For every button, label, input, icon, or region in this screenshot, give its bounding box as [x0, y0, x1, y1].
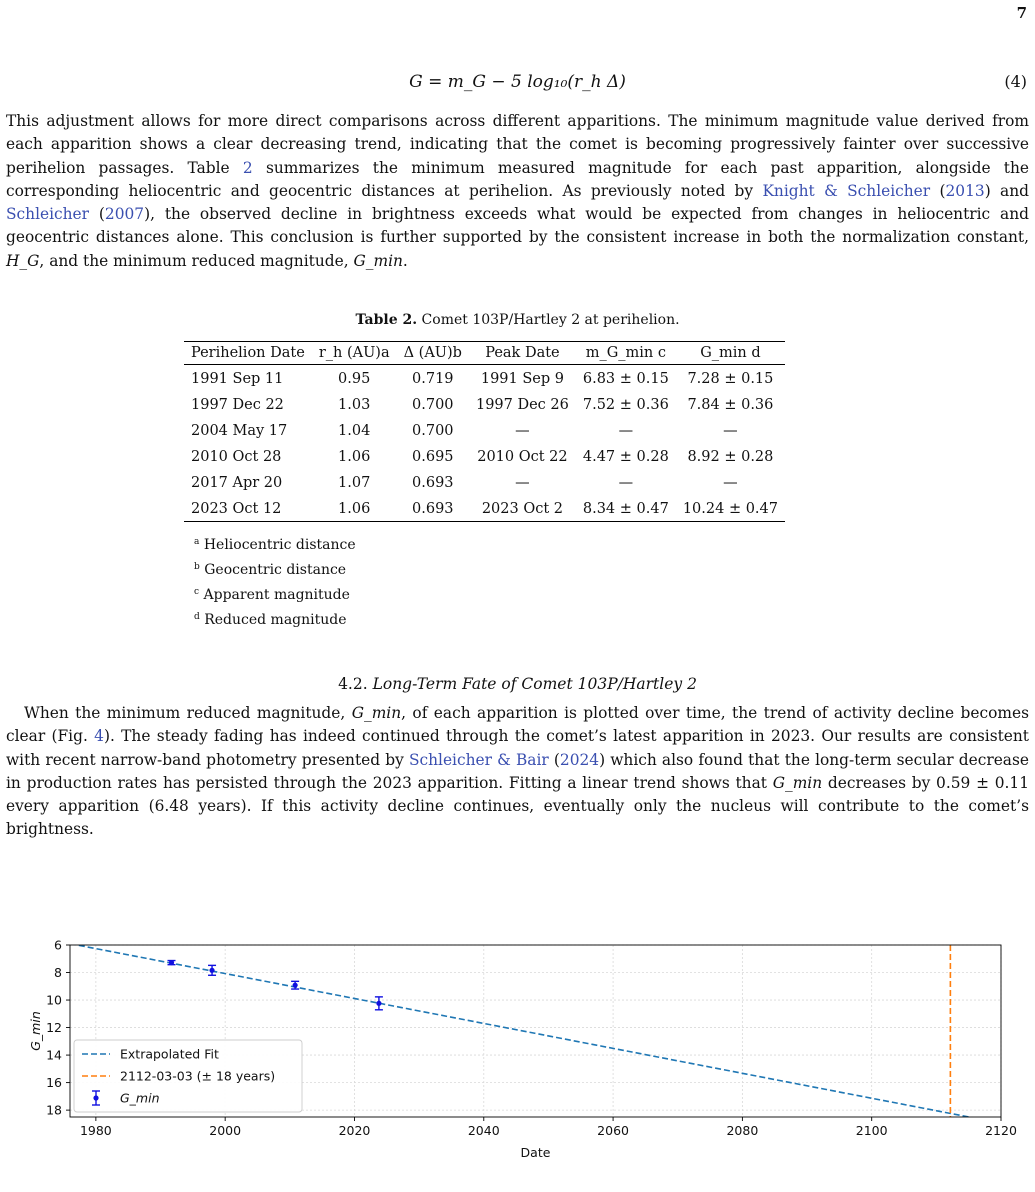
section-number: 4.2. — [338, 675, 368, 693]
note-mark: b — [194, 562, 200, 572]
table-cell: 0.700 — [412, 422, 454, 439]
citation-year-2024[interactable]: 2024 — [559, 750, 600, 769]
text-run: . — [402, 251, 408, 270]
note-text: Heliocentric distance — [203, 537, 356, 553]
table-cell: 1.06 — [338, 448, 371, 465]
table-note — [194, 581, 356, 606]
note-mark: d — [194, 612, 200, 622]
table-cell: — — [723, 474, 738, 491]
table-cell: — — [618, 422, 634, 439]
legend-label: 2112-03-03 (± 18 years) — [120, 1068, 276, 1084]
column-header: r_h (AU)a — [312, 342, 397, 365]
text-run: ( — [89, 205, 105, 224]
table-reference-link[interactable]: 2 — [242, 158, 253, 177]
section-title: Long-Term Fate of Comet 103P/Hartley 2 — [372, 675, 697, 693]
table-cell: 7.28 ± 0.15 — [687, 370, 774, 387]
page-number: 7 — [1016, 4, 1027, 22]
x-tick-label: 2040 — [467, 1123, 500, 1138]
table-row — [184, 417, 785, 443]
table-row — [184, 391, 785, 417]
table-cell: 2023 Oct 12 — [184, 495, 312, 522]
gmin-point — [209, 968, 214, 973]
y-tick-label: 8 — [54, 965, 62, 981]
citation-year-2013[interactable]: 2013 — [945, 181, 985, 200]
text-run: ), the observed decline in brightness exceeds what would be expected from changes in heliocentric and geocentric distances alone. This conclusion is further supported by the consistent increase in both the normalization constant, — [6, 205, 1029, 247]
perihelion-table — [184, 341, 785, 522]
column-header: Δ (AU)b — [397, 342, 469, 365]
table-cell: 1991 Sep 9 — [480, 370, 564, 387]
math-gmin: G_min — [351, 704, 402, 722]
column-header: Perihelion Date — [184, 342, 312, 365]
text-run: This adjustment allows for more direct comparisons across different apparitions. The minimum magnitude value derived from each apparition shows a clear decreasing trend, indicating that the comet is becoming progressively fainter over successive perihelion passages. Table — [6, 112, 1029, 177]
table-cell: 0.719 — [412, 370, 454, 387]
table-cell: 2017 Apr 20 — [191, 474, 283, 491]
paragraph-adjustment — [6, 110, 1029, 273]
table-cell: — — [515, 422, 530, 439]
table-cell: 1.03 — [338, 396, 371, 413]
gmin-point — [169, 960, 174, 965]
table-cell: 1.07 — [338, 474, 371, 491]
text-run: When the minimum reduced magnitude, — [24, 704, 352, 722]
x-tick-label: 2000 — [209, 1123, 242, 1138]
table-cell: 1.04 — [338, 422, 371, 439]
table-cell: 2023 Oct 2 — [469, 495, 576, 522]
table-cell: 1991 Sep 11 — [191, 370, 284, 387]
x-tick-label: 2080 — [726, 1123, 759, 1138]
x-tick-label: 2100 — [855, 1123, 888, 1138]
column-header: Peak Date — [469, 342, 576, 365]
gmin-point — [376, 1001, 381, 1006]
equation-block — [0, 72, 1035, 98]
table-notes — [194, 531, 356, 631]
text-run: decreases by 0.59 ± 0.11 every apparition (6.48 years). If this activity decline continues, eventually only the nucleus will contribute to the comet’s brightness. — [6, 773, 1029, 839]
table-cell: 2010 Oct 28 — [191, 448, 282, 465]
table-cell: 0.693 — [412, 474, 454, 491]
table-cell: 1.06 — [312, 495, 397, 522]
table-cell: 4.47 ± 0.28 — [582, 448, 669, 465]
x-tick-label: 2120 — [985, 1123, 1017, 1138]
table-cell: 0.700 — [412, 396, 454, 413]
legend-label: G_min — [120, 1090, 160, 1106]
column-header: m_G_min c — [576, 342, 676, 365]
equation-number: (4) — [1004, 72, 1027, 91]
math-hg: H_G — [6, 251, 40, 270]
table-cell: 8.92 ± 0.28 — [687, 448, 774, 465]
table-caption-text: Comet 103P/Hartley 2 at perihelion. — [417, 312, 680, 328]
note-text: Geocentric distance — [204, 562, 347, 578]
y-tick-label: 14 — [46, 1047, 62, 1063]
y-tick-label: 6 — [54, 937, 62, 953]
table-cell: 0.95 — [338, 370, 371, 387]
y-tick-label: 16 — [46, 1075, 62, 1091]
y-tick-label: 10 — [46, 992, 62, 1008]
math-gmin: G_min — [353, 251, 403, 270]
table-cell: 7.52 ± 0.36 — [582, 396, 669, 413]
table-caption — [0, 312, 1035, 328]
table-cell: 7.84 ± 0.36 — [687, 396, 774, 413]
table-note — [194, 606, 356, 631]
text-run: ). The steady fading has indeed continued through the comet’s latest apparition in 2023. Our results are consistent with recent narrow-band photometry presented by — [6, 727, 1029, 769]
table-header-row — [184, 342, 785, 365]
note-mark: c — [194, 587, 200, 597]
table-row — [184, 443, 785, 469]
y-axis-label: G_min — [28, 1011, 43, 1051]
text-run: ( — [930, 181, 946, 200]
citation-schleicher-bair[interactable]: Schleicher & Bair — [408, 750, 549, 769]
legend-label: Extrapolated Fit — [120, 1046, 219, 1062]
y-tick-label: 18 — [46, 1102, 62, 1118]
note-text: Reduced magnitude — [204, 612, 347, 628]
gmin-point — [293, 983, 298, 988]
x-tick-label: 2060 — [597, 1123, 629, 1138]
table-note — [194, 531, 356, 556]
citation-knight-schleicher[interactable]: Knight & Schleicher — [762, 181, 931, 200]
table-row — [184, 469, 785, 495]
math-gmin: G_min — [772, 773, 823, 792]
text-run: ( — [548, 750, 560, 769]
table-cell: 8.34 ± 0.47 — [576, 495, 676, 522]
citation-year-2007[interactable]: 2007 — [104, 205, 145, 224]
table-row — [184, 365, 785, 392]
table-note — [194, 556, 356, 581]
section-heading — [0, 675, 1035, 693]
table-cell: 2004 May 17 — [191, 422, 288, 439]
table-cell: 2010 Oct 22 — [477, 448, 568, 465]
table-label: Table 2. — [355, 312, 418, 328]
figure-reference-link[interactable]: 4 — [94, 727, 104, 746]
table-cell: 0.693 — [397, 495, 469, 522]
x-tick-label: 1980 — [79, 1123, 112, 1138]
gmin-trend-chart — [0, 930, 1035, 1192]
text-run: , and the minimum reduced magnitude, — [39, 251, 354, 270]
x-tick-label: 2020 — [338, 1123, 371, 1138]
text-run: summarizes the minimum measured magnitude for each past apparition, alongside the corresponding heliocentric and geocentric distances at perihelion. As previously noted by — [6, 158, 1030, 200]
citation-schleicher[interactable]: Schleicher — [6, 205, 90, 224]
table-cell: 0.695 — [412, 448, 454, 465]
x-axis-label: Date — [520, 1145, 551, 1160]
note-mark: a — [194, 537, 200, 547]
table-row — [184, 495, 785, 522]
table-cell: — — [515, 474, 530, 491]
table-cell: 10.24 ± 0.47 — [676, 495, 785, 522]
equation: G = m_G − 5 log₁₀(r_h Δ) — [409, 72, 626, 92]
note-text: Apparent magnitude — [203, 587, 350, 603]
text-run: ) which also found that the long-term secular decrease in production rates has persisted through the 2023 apparition. Fitting a linear trend shows that — [6, 750, 1029, 792]
column-header: G_min d — [676, 342, 785, 365]
paragraph-long-term-fate — [6, 702, 1029, 842]
table-cell: 1997 Dec 26 — [475, 396, 569, 413]
text-run: , of each apparition is plotted over time, the trend of activity decline becomes clear (Fig. — [6, 704, 1029, 746]
table-cell: 6.83 ± 0.15 — [582, 370, 669, 387]
text-run: ) and — [984, 181, 1029, 200]
table-cell: — — [723, 422, 738, 439]
table-cell: 1997 Dec 22 — [191, 396, 284, 413]
y-tick-label: 12 — [46, 1020, 62, 1036]
legend-swatch — [93, 1095, 98, 1100]
table-cell: — — [618, 474, 634, 491]
